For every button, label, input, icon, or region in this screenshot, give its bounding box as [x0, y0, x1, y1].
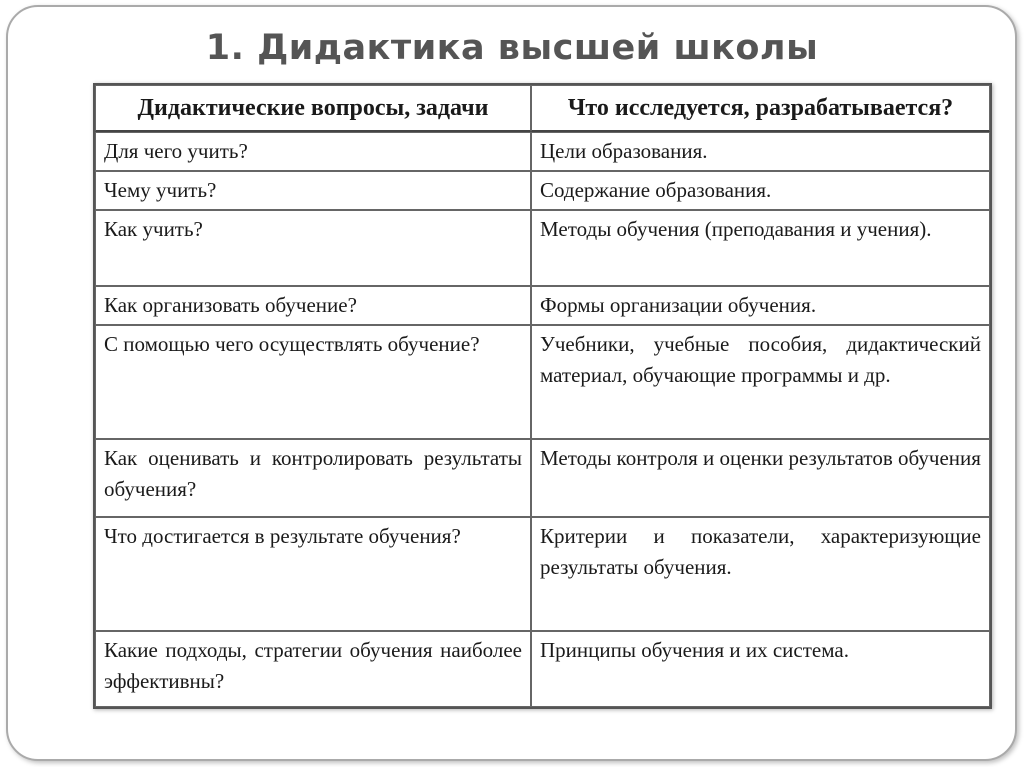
answer-cell: Формы организации обучения. — [531, 286, 990, 325]
table-row — [95, 325, 990, 439]
header-questions: Дидактические вопросы, задачи — [95, 85, 531, 132]
table-header-row — [95, 85, 990, 132]
didactics-table — [93, 83, 992, 709]
question-cell: С помощью чего осуществлять обучение? — [95, 325, 531, 439]
question-cell: Как оценивать и контролировать результаты обучения? — [95, 439, 531, 517]
answer-cell: Методы контроля и оценки результатов обучения — [531, 439, 990, 517]
question-cell: Какие подходы, стратегии обучения наиболее эффективны? — [95, 631, 531, 707]
answer-cell: Принципы обучения и их система. — [531, 631, 990, 707]
table-row — [95, 439, 990, 517]
table-row — [95, 631, 990, 707]
table-row — [95, 171, 990, 210]
answer-cell: Цели образования. — [531, 132, 990, 171]
question-cell: Что достигается в результате обучения? — [95, 517, 531, 631]
slide-title: 1. Дидактика высшей школы — [205, 28, 819, 68]
question-cell: Как организовать обучение? — [95, 286, 531, 325]
answer-cell: Содержание образования. — [531, 171, 990, 210]
question-cell: Чему учить? — [95, 171, 531, 210]
table-row — [95, 210, 990, 286]
answer-cell: Учебники, учебные пособия, дидактический материал, обучающие программы и др. — [531, 325, 990, 439]
answer-cell: Критерии и показатели, характеризующие результаты обучения. — [531, 517, 990, 631]
header-research: Что исследуется, разрабатывается? — [531, 85, 990, 132]
table-row — [95, 517, 990, 631]
table-row — [95, 132, 990, 171]
question-cell: Как учить? — [95, 210, 531, 286]
question-cell: Для чего учить? — [95, 132, 531, 171]
answer-cell: Методы обучения (преподавания и учения). — [531, 210, 990, 286]
table-row — [95, 286, 990, 325]
